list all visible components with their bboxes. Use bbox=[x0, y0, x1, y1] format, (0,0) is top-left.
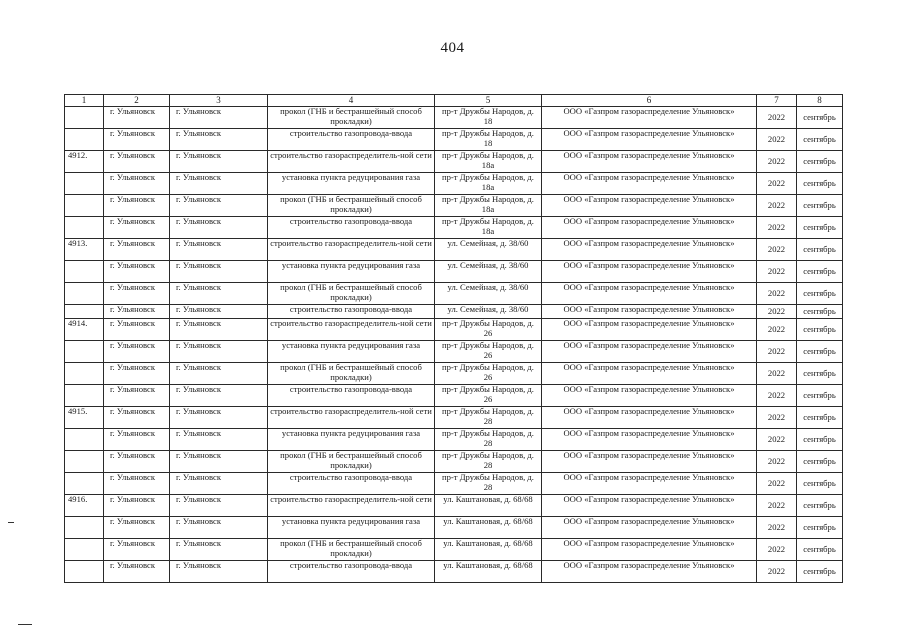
row-number bbox=[65, 429, 104, 451]
address-cell: ул. Семейная, д. 38/60 bbox=[435, 305, 542, 319]
row-number bbox=[65, 261, 104, 283]
year-cell: 2022 bbox=[757, 107, 797, 129]
month-cell: сентябрь bbox=[797, 195, 843, 217]
address-cell: ул. Каштановая, д. 68/68 bbox=[435, 539, 542, 561]
year-cell: 2022 bbox=[757, 283, 797, 305]
city-cell: г. Ульяновск bbox=[104, 217, 170, 239]
row-number: 4914. bbox=[65, 319, 104, 341]
city-cell: г. Ульяновск bbox=[104, 305, 170, 319]
organization-cell: ООО «Газпром газораспределение Ульяновск» bbox=[542, 173, 757, 195]
city-cell: г. Ульяновск bbox=[104, 539, 170, 561]
organization-cell: ООО «Газпром газораспределение Ульяновск» bbox=[542, 319, 757, 341]
settlement-cell: г. Ульяновск bbox=[170, 319, 268, 341]
settlement-cell: г. Ульяновск bbox=[170, 305, 268, 319]
settlement-cell: г. Ульяновск bbox=[170, 239, 268, 261]
month-cell: сентябрь bbox=[797, 539, 843, 561]
settlement-cell: г. Ульяновск bbox=[170, 473, 268, 495]
work-type-cell: строительство газопровода-ввода bbox=[268, 129, 435, 151]
work-type-cell: прокол (ГНБ и бестраншейный способ прокладки) bbox=[268, 283, 435, 305]
row-number bbox=[65, 385, 104, 407]
row-number bbox=[65, 195, 104, 217]
work-type-cell: строительство газораспределитель-ной сети bbox=[268, 495, 435, 517]
settlement-cell: г. Ульяновск bbox=[170, 151, 268, 173]
city-cell: г. Ульяновск bbox=[104, 239, 170, 261]
year-cell: 2022 bbox=[757, 129, 797, 151]
settlement-cell: г. Ульяновск bbox=[170, 429, 268, 451]
work-type-cell: установка пункта редуцирования газа bbox=[268, 261, 435, 283]
row-number bbox=[65, 363, 104, 385]
organization-cell: ООО «Газпром газораспределение Ульяновск» bbox=[542, 429, 757, 451]
month-cell: сентябрь bbox=[797, 385, 843, 407]
year-cell: 2022 bbox=[757, 341, 797, 363]
work-type-cell: прокол (ГНБ и бестраншейный способ прокладки) bbox=[268, 539, 435, 561]
table-row bbox=[65, 451, 843, 473]
year-cell: 2022 bbox=[757, 261, 797, 283]
column-header: 2 bbox=[104, 95, 170, 107]
month-cell: сентябрь bbox=[797, 151, 843, 173]
month-cell: сентябрь bbox=[797, 341, 843, 363]
work-type-cell: установка пункта редуцирования газа bbox=[268, 429, 435, 451]
settlement-cell: г. Ульяновск bbox=[170, 283, 268, 305]
work-type-cell: прокол (ГНБ и бестраншейный способ прокладки) bbox=[268, 451, 435, 473]
city-cell: г. Ульяновск bbox=[104, 473, 170, 495]
month-cell: сентябрь bbox=[797, 473, 843, 495]
table-row bbox=[65, 239, 843, 261]
table-row bbox=[65, 539, 843, 561]
address-cell: пр-т Дружбы Народов, д. 18 bbox=[435, 129, 542, 151]
table-row bbox=[65, 217, 843, 239]
registry-table bbox=[64, 94, 843, 583]
address-cell: пр-т Дружбы Народов, д. 26 bbox=[435, 385, 542, 407]
organization-cell: ООО «Газпром газораспределение Ульяновск» bbox=[542, 451, 757, 473]
city-cell: г. Ульяновск bbox=[104, 107, 170, 129]
column-header: 7 bbox=[757, 95, 797, 107]
city-cell: г. Ульяновск bbox=[104, 173, 170, 195]
settlement-cell: г. Ульяновск bbox=[170, 341, 268, 363]
work-type-cell: строительство газопровода-ввода bbox=[268, 385, 435, 407]
row-number bbox=[65, 305, 104, 319]
column-header: 6 bbox=[542, 95, 757, 107]
address-cell: ул. Семейная, д. 38/60 bbox=[435, 261, 542, 283]
column-header: 5 bbox=[435, 95, 542, 107]
work-type-cell: установка пункта редуцирования газа bbox=[268, 517, 435, 539]
work-type-cell: строительство газопровода-ввода bbox=[268, 561, 435, 583]
work-type-cell: установка пункта редуцирования газа bbox=[268, 341, 435, 363]
address-cell: пр-т Дружбы Народов, д. 18а bbox=[435, 195, 542, 217]
table-row bbox=[65, 107, 843, 129]
table-row bbox=[65, 363, 843, 385]
address-cell: пр-т Дружбы Народов, д. 26 bbox=[435, 319, 542, 341]
row-number bbox=[65, 517, 104, 539]
organization-cell: ООО «Газпром газораспределение Ульяновск» bbox=[542, 495, 757, 517]
organization-cell: ООО «Газпром газораспределение Ульяновск» bbox=[542, 407, 757, 429]
organization-cell: ООО «Газпром газораспределение Ульяновск» bbox=[542, 341, 757, 363]
month-cell: сентябрь bbox=[797, 305, 843, 319]
city-cell: г. Ульяновск bbox=[104, 407, 170, 429]
row-number bbox=[65, 561, 104, 583]
year-cell: 2022 bbox=[757, 385, 797, 407]
month-cell: сентябрь bbox=[797, 261, 843, 283]
year-cell: 2022 bbox=[757, 363, 797, 385]
row-number bbox=[65, 451, 104, 473]
table-row bbox=[65, 341, 843, 363]
address-cell: пр-т Дружбы Народов, д. 18а bbox=[435, 173, 542, 195]
row-number bbox=[65, 217, 104, 239]
year-cell: 2022 bbox=[757, 561, 797, 583]
settlement-cell: г. Ульяновск bbox=[170, 495, 268, 517]
work-type-cell: строительство газораспределитель-ной сети bbox=[268, 319, 435, 341]
city-cell: г. Ульяновск bbox=[104, 341, 170, 363]
table-body bbox=[65, 107, 843, 583]
year-cell: 2022 bbox=[757, 451, 797, 473]
settlement-cell: г. Ульяновск bbox=[170, 107, 268, 129]
table-row bbox=[65, 261, 843, 283]
table-row bbox=[65, 173, 843, 195]
row-number: 4916. bbox=[65, 495, 104, 517]
year-cell: 2022 bbox=[757, 407, 797, 429]
city-cell: г. Ульяновск bbox=[104, 495, 170, 517]
organization-cell: ООО «Газпром газораспределение Ульяновск» bbox=[542, 385, 757, 407]
organization-cell: ООО «Газпром газораспределение Ульяновск» bbox=[542, 129, 757, 151]
table-header-row bbox=[65, 95, 843, 107]
address-cell: пр-т Дружбы Народов, д. 26 bbox=[435, 341, 542, 363]
year-cell: 2022 bbox=[757, 195, 797, 217]
table-row bbox=[65, 407, 843, 429]
city-cell: г. Ульяновск bbox=[104, 561, 170, 583]
settlement-cell: г. Ульяновск bbox=[170, 561, 268, 583]
table-row bbox=[65, 195, 843, 217]
city-cell: г. Ульяновск bbox=[104, 151, 170, 173]
work-type-cell: строительство газораспределитель-ной сети bbox=[268, 151, 435, 173]
column-header: 8 bbox=[797, 95, 843, 107]
year-cell: 2022 bbox=[757, 539, 797, 561]
address-cell: ул. Каштановая, д. 68/68 bbox=[435, 561, 542, 583]
table-row bbox=[65, 429, 843, 451]
work-type-cell: прокол (ГНБ и бестраншейный способ прокладки) bbox=[268, 195, 435, 217]
address-cell: ул. Каштановая, д. 68/68 bbox=[435, 517, 542, 539]
city-cell: г. Ульяновск bbox=[104, 319, 170, 341]
table-row bbox=[65, 473, 843, 495]
table-row bbox=[65, 305, 843, 319]
month-cell: сентябрь bbox=[797, 517, 843, 539]
organization-cell: ООО «Газпром газораспределение Ульяновск» bbox=[542, 517, 757, 539]
month-cell: сентябрь bbox=[797, 283, 843, 305]
address-cell: пр-т Дружбы Народов, д. 18а bbox=[435, 151, 542, 173]
binding-mark bbox=[8, 522, 14, 523]
address-cell: ул. Каштановая, д. 68/68 bbox=[435, 495, 542, 517]
settlement-cell: г. Ульяновск bbox=[170, 217, 268, 239]
organization-cell: ООО «Газпром газораспределение Ульяновск» bbox=[542, 539, 757, 561]
table-row bbox=[65, 129, 843, 151]
work-type-cell: установка пункта редуцирования газа bbox=[268, 173, 435, 195]
month-cell: сентябрь bbox=[797, 561, 843, 583]
organization-cell: ООО «Газпром газораспределение Ульяновск» bbox=[542, 363, 757, 385]
work-type-cell: строительство газораспределитель-ной сети bbox=[268, 239, 435, 261]
row-number: 4912. bbox=[65, 151, 104, 173]
row-number: 4913. bbox=[65, 239, 104, 261]
column-header: 4 bbox=[268, 95, 435, 107]
city-cell: г. Ульяновск bbox=[104, 385, 170, 407]
row-number: 4915. bbox=[65, 407, 104, 429]
year-cell: 2022 bbox=[757, 319, 797, 341]
organization-cell: ООО «Газпром газораспределение Ульяновск» bbox=[542, 151, 757, 173]
settlement-cell: г. Ульяновск bbox=[170, 261, 268, 283]
city-cell: г. Ульяновск bbox=[104, 283, 170, 305]
settlement-cell: г. Ульяновск bbox=[170, 407, 268, 429]
settlement-cell: г. Ульяновск bbox=[170, 517, 268, 539]
organization-cell: ООО «Газпром газораспределение Ульяновск» bbox=[542, 261, 757, 283]
settlement-cell: г. Ульяновск bbox=[170, 385, 268, 407]
month-cell: сентябрь bbox=[797, 173, 843, 195]
table-row bbox=[65, 385, 843, 407]
month-cell: сентябрь bbox=[797, 239, 843, 261]
row-number bbox=[65, 173, 104, 195]
table-row bbox=[65, 561, 843, 583]
city-cell: г. Ульяновск bbox=[104, 129, 170, 151]
year-cell: 2022 bbox=[757, 305, 797, 319]
city-cell: г. Ульяновск bbox=[104, 517, 170, 539]
table-row bbox=[65, 517, 843, 539]
month-cell: сентябрь bbox=[797, 407, 843, 429]
address-cell: пр-т Дружбы Народов, д. 18а bbox=[435, 217, 542, 239]
organization-cell: ООО «Газпром газораспределение Ульяновск» bbox=[542, 107, 757, 129]
row-number bbox=[65, 539, 104, 561]
month-cell: сентябрь bbox=[797, 495, 843, 517]
row-number bbox=[65, 107, 104, 129]
settlement-cell: г. Ульяновск bbox=[170, 195, 268, 217]
row-number bbox=[65, 341, 104, 363]
city-cell: г. Ульяновск bbox=[104, 429, 170, 451]
work-type-cell: прокол (ГНБ и бестраншейный способ прокладки) bbox=[268, 107, 435, 129]
year-cell: 2022 bbox=[757, 217, 797, 239]
organization-cell: ООО «Газпром газораспределение Ульяновск» bbox=[542, 217, 757, 239]
work-type-cell: строительство газопровода-ввода bbox=[268, 473, 435, 495]
organization-cell: ООО «Газпром газораспределение Ульяновск» bbox=[542, 305, 757, 319]
settlement-cell: г. Ульяновск bbox=[170, 129, 268, 151]
work-type-cell: строительство газопровода-ввода bbox=[268, 217, 435, 239]
month-cell: сентябрь bbox=[797, 451, 843, 473]
row-number bbox=[65, 129, 104, 151]
organization-cell: ООО «Газпром газораспределение Ульяновск» bbox=[542, 561, 757, 583]
column-header: 1 bbox=[65, 95, 104, 107]
month-cell: сентябрь bbox=[797, 129, 843, 151]
table-row bbox=[65, 151, 843, 173]
year-cell: 2022 bbox=[757, 239, 797, 261]
address-cell: пр-т Дружбы Народов, д. 28 bbox=[435, 451, 542, 473]
table-row bbox=[65, 319, 843, 341]
city-cell: г. Ульяновск bbox=[104, 195, 170, 217]
column-header: 3 bbox=[170, 95, 268, 107]
settlement-cell: г. Ульяновск bbox=[170, 363, 268, 385]
table-row bbox=[65, 495, 843, 517]
binding-mark bbox=[18, 624, 32, 625]
month-cell: сентябрь bbox=[797, 319, 843, 341]
row-number bbox=[65, 473, 104, 495]
organization-cell: ООО «Газпром газораспределение Ульяновск» bbox=[542, 473, 757, 495]
city-cell: г. Ульяновск bbox=[104, 261, 170, 283]
year-cell: 2022 bbox=[757, 473, 797, 495]
month-cell: сентябрь bbox=[797, 363, 843, 385]
address-cell: ул. Семейная, д. 38/60 bbox=[435, 239, 542, 261]
organization-cell: ООО «Газпром газораспределение Ульяновск» bbox=[542, 195, 757, 217]
month-cell: сентябрь bbox=[797, 429, 843, 451]
month-cell: сентябрь bbox=[797, 217, 843, 239]
organization-cell: ООО «Газпром газораспределение Ульяновск» bbox=[542, 239, 757, 261]
work-type-cell: строительство газораспределитель-ной сети bbox=[268, 407, 435, 429]
address-cell: пр-т Дружбы Народов, д. 28 bbox=[435, 407, 542, 429]
page-number: 404 bbox=[440, 40, 465, 56]
table-row bbox=[65, 283, 843, 305]
address-cell: пр-т Дружбы Народов, д. 28 bbox=[435, 473, 542, 495]
organization-cell: ООО «Газпром газораспределение Ульяновск» bbox=[542, 283, 757, 305]
address-cell: пр-т Дружбы Народов, д. 26 bbox=[435, 363, 542, 385]
city-cell: г. Ульяновск bbox=[104, 363, 170, 385]
row-number bbox=[65, 283, 104, 305]
address-cell: ул. Семейная, д. 38/60 bbox=[435, 283, 542, 305]
settlement-cell: г. Ульяновск bbox=[170, 173, 268, 195]
year-cell: 2022 bbox=[757, 173, 797, 195]
month-cell: сентябрь bbox=[797, 107, 843, 129]
city-cell: г. Ульяновск bbox=[104, 451, 170, 473]
year-cell: 2022 bbox=[757, 495, 797, 517]
work-type-cell: прокол (ГНБ и бестраншейный способ прокладки) bbox=[268, 363, 435, 385]
address-cell: пр-т Дружбы Народов, д. 28 bbox=[435, 429, 542, 451]
work-type-cell: строительство газопровода-ввода bbox=[268, 305, 435, 319]
settlement-cell: г. Ульяновск bbox=[170, 451, 268, 473]
year-cell: 2022 bbox=[757, 151, 797, 173]
year-cell: 2022 bbox=[757, 517, 797, 539]
year-cell: 2022 bbox=[757, 429, 797, 451]
address-cell: пр-т Дружбы Народов, д. 18 bbox=[435, 107, 542, 129]
settlement-cell: г. Ульяновск bbox=[170, 539, 268, 561]
